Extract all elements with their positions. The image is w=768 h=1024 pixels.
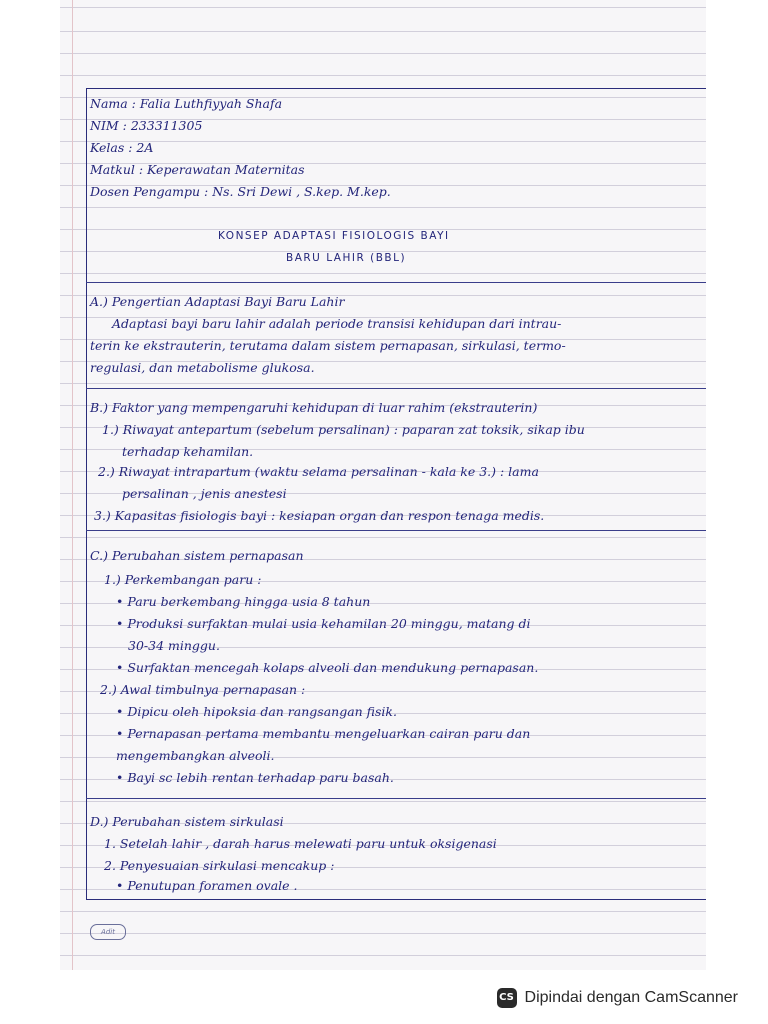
margin-line-left (72, 0, 73, 970)
section-c-bullet-2: • Produksi surfaktan mulai usia kehamilan 20 minggu, matang di (116, 616, 531, 631)
section-d-item-1: 1. Setelah lahir , darah harus melewati paru untuk oksigenasi (104, 836, 497, 851)
camscanner-watermark (497, 985, 738, 1011)
section-divider-b (86, 388, 706, 389)
course-name: Matkul : Keperawatan Maternitas (90, 162, 305, 177)
section-c-bullet-6: • Bayi sc lebih rentan terhadap paru basah. (116, 770, 394, 785)
section-b-item-2: 2.) Riwayat intrapartum (waktu selama persalinan - kala ke 3.) : lama (98, 464, 539, 479)
notebook-page (60, 0, 706, 970)
section-divider-c (86, 530, 706, 531)
section-d-bullet-1: • Penutupan foramen ovale . (116, 878, 298, 893)
section-d-item-2: 2. Penyesuaian sirkulasi mencakup : (104, 858, 335, 873)
student-name: Nama : Falia Luthfiyyah Shafa (90, 96, 283, 111)
section-a-line-1: Adaptasi bayi baru lahir adalah periode transisi kehidupan dari intrau- (112, 316, 562, 331)
student-nim: NIM : 233311305 (90, 118, 203, 133)
section-c-bullet-5: • Pernapasan pertama membantu mengeluarkan cairan paru dan (116, 726, 531, 741)
document-title: KONSEP ADAPTASI FISIOLOGIS BAYI (218, 230, 450, 242)
section-c-sub-2: 2.) Awal timbulnya pernapasan : (100, 682, 306, 697)
section-c-sub-1: 1.) Perkembangan paru : (104, 572, 262, 587)
section-b-item-1-cont: terhadap kehamilan. (122, 444, 254, 459)
notebook-brand-badge: Adit (90, 924, 126, 940)
section-c-bullet-3: • Surfaktan mencegah kolaps alveoli dan mendukung pernapasan. (116, 660, 539, 675)
camscanner-logo-icon: CS (497, 988, 517, 1008)
section-c-heading: C.) Perubahan sistem pernapasan (90, 548, 304, 563)
section-b-item-1: 1.) Riwayat antepartum (sebelum persalinan) : paparan zat toksik, sikap ibu (102, 422, 585, 437)
camscanner-text: Dipindai dengan CamScanner (524, 989, 738, 1006)
section-c-bullet-5-cont: mengembangkan alveoli. (116, 748, 275, 763)
section-b-heading: B.) Faktor yang mempengaruhi kehidupan di luar rahim (ekstrauterin) (90, 400, 538, 415)
section-b-item-2-cont: persalinan , jenis anestesi (122, 486, 287, 501)
section-c-bullet-2-cont: 30-34 minggu. (128, 638, 220, 653)
lecturer-name: Dosen Pengampu : Ns. Sri Dewi , S.kep. M.kep. (90, 184, 391, 199)
section-d-heading: D.) Perubahan sistem sirkulasi (90, 814, 284, 829)
section-b-item-3: 3.) Kapasitas fisiologis bayi : kesiapan organ dan respon tenaga medis. (94, 508, 545, 523)
section-a-line-3: regulasi, dan metabolisme glukosa. (90, 360, 315, 375)
student-class: Kelas : 2A (90, 140, 154, 155)
section-c-bullet-4: • Dipicu oleh hipoksia dan rangsangan fisik. (116, 704, 397, 719)
section-a-heading: A.) Pengertian Adaptasi Bayi Baru Lahir (90, 294, 345, 309)
document-subtitle: BARU LAHIR (BBL) (286, 252, 407, 264)
section-divider-a (86, 282, 706, 283)
section-a-line-2: terin ke ekstrauterin, terutama dalam sistem pernapasan, sirkulasi, termo- (90, 338, 566, 353)
section-c-bullet-1: • Paru berkembang hingga usia 8 tahun (116, 594, 371, 609)
section-divider-d (86, 798, 706, 799)
